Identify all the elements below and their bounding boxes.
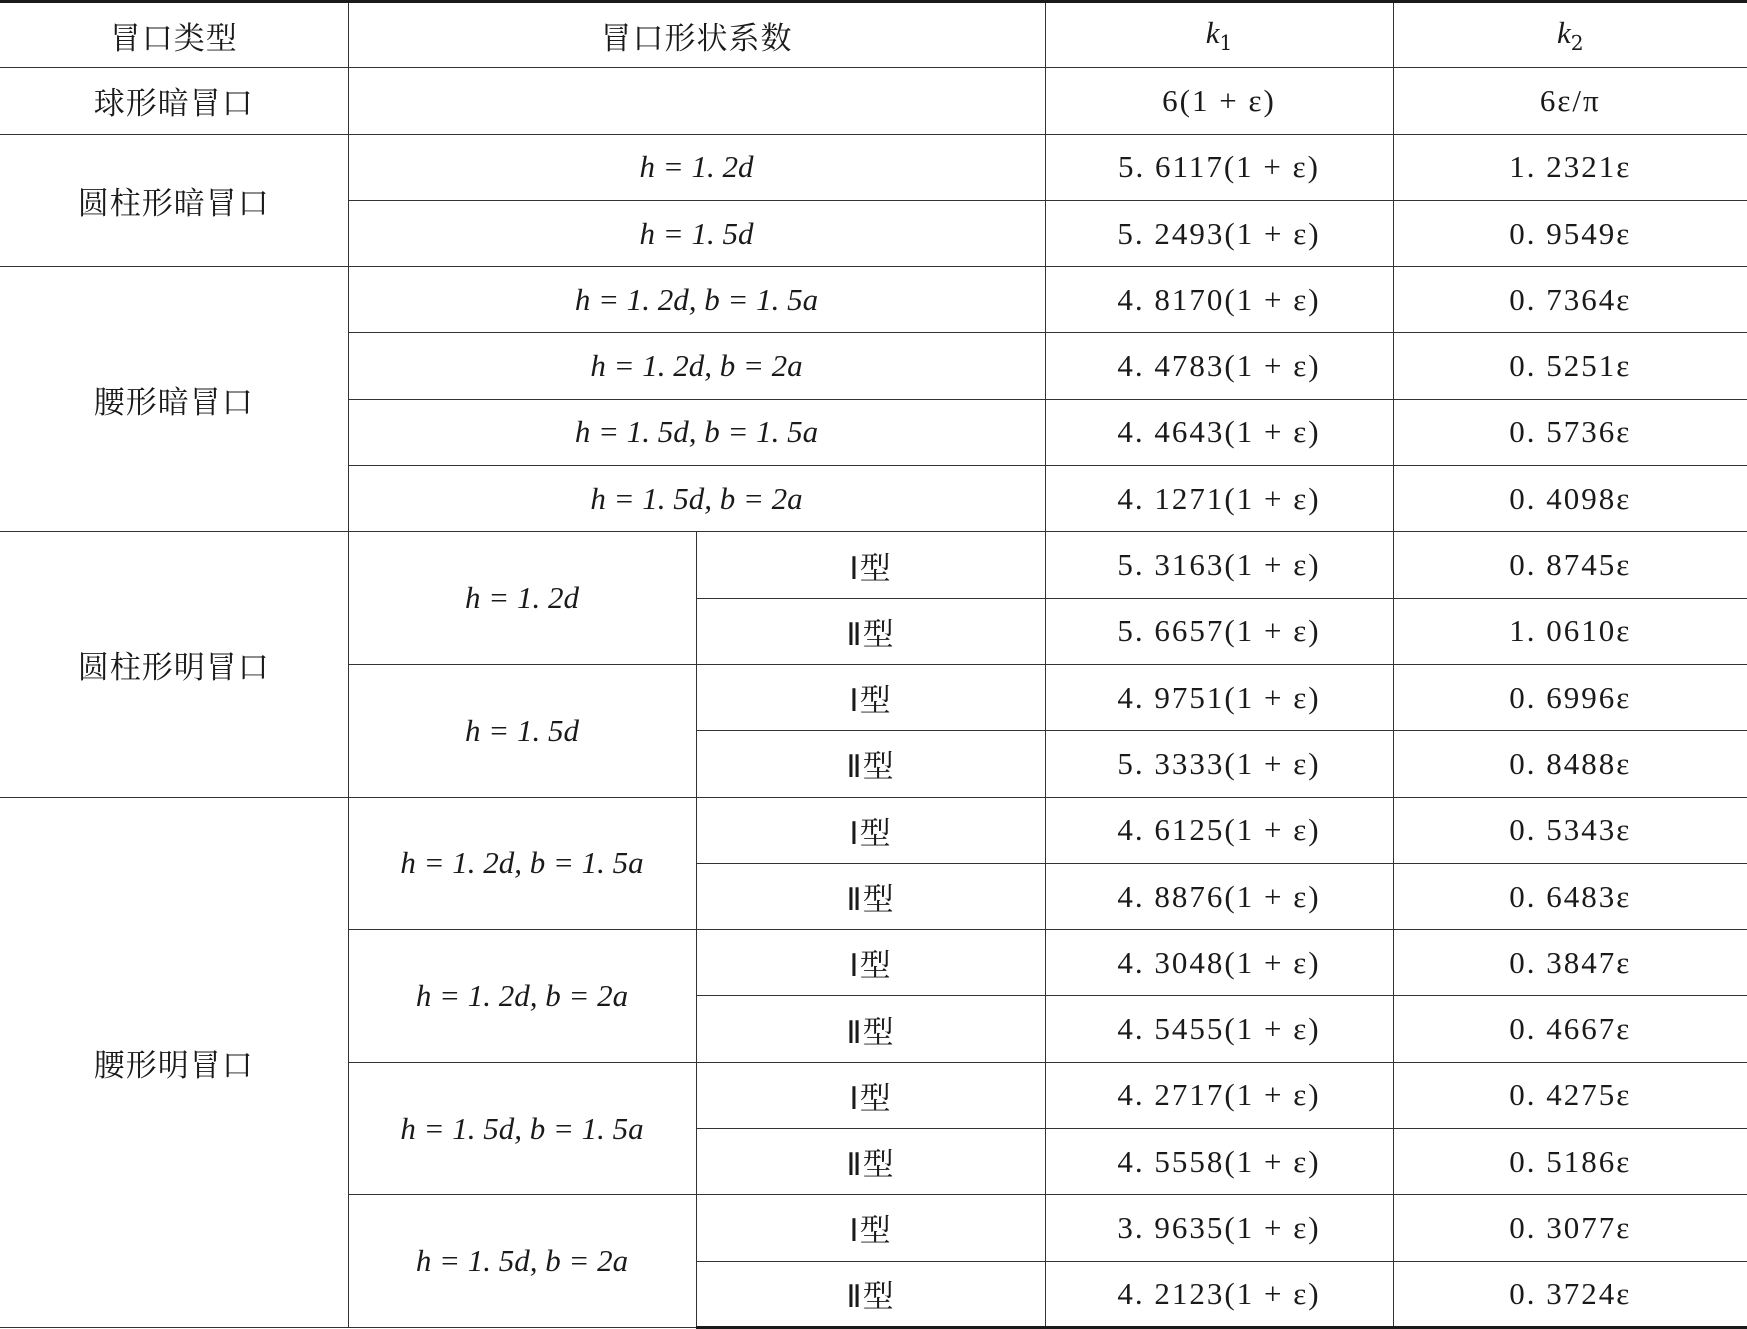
header-shape-coefficient: 冒口形状系数	[348, 2, 1045, 68]
shape-cell: h = 1. 5d, b = 2a	[348, 1195, 696, 1328]
shape-cell: h = 1. 5d	[348, 664, 696, 797]
shape-cell: h = 1. 2d	[348, 134, 1045, 200]
shape-cell	[348, 68, 1045, 134]
shape-cell: h = 1. 2d, b = 1. 5a	[348, 267, 1045, 333]
subtype-cell: Ⅱ型	[696, 598, 1045, 664]
k2-cell: 0. 5251ε	[1393, 333, 1747, 399]
riser-type-cell: 腰形暗冒口	[0, 267, 348, 532]
table-row	[0, 134, 1747, 200]
k1-cell: 5. 3163(1 + ε)	[1045, 532, 1393, 598]
subtype-cell: Ⅱ型	[696, 1261, 1045, 1327]
subtype-cell: Ⅰ型	[696, 1195, 1045, 1261]
k2-cell: 0. 3847ε	[1393, 930, 1747, 996]
subtype-cell: Ⅰ型	[696, 532, 1045, 598]
subtype-cell: Ⅱ型	[696, 996, 1045, 1062]
riser-type-cell: 球形暗冒口	[0, 68, 348, 134]
k2-cell: 0. 5343ε	[1393, 797, 1747, 863]
k1-cell: 4. 5455(1 + ε)	[1045, 996, 1393, 1062]
k1-cell: 4. 8876(1 + ε)	[1045, 863, 1393, 929]
k2-cell: 6ε/π	[1393, 68, 1747, 134]
k2-cell: 1. 2321ε	[1393, 134, 1747, 200]
table-row	[0, 797, 1747, 863]
riser-type-cell: 腰形明冒口	[0, 797, 348, 1327]
header-k2-var: k	[1556, 15, 1571, 51]
subtype-cell: Ⅰ型	[696, 664, 1045, 730]
k1-cell: 5. 2493(1 + ε)	[1045, 200, 1393, 266]
k2-cell: 0. 6483ε	[1393, 863, 1747, 929]
k1-cell: 4. 6125(1 + ε)	[1045, 797, 1393, 863]
k1-cell: 4. 5558(1 + ε)	[1045, 1129, 1393, 1195]
header-k1-var: k	[1205, 15, 1220, 51]
shape-cell: h = 1. 2d, b = 2a	[348, 333, 1045, 399]
header-k1	[1045, 2, 1393, 68]
k1-cell: 5. 6117(1 + ε)	[1045, 134, 1393, 200]
subtype-cell: Ⅱ型	[696, 731, 1045, 797]
subtype-cell: Ⅱ型	[696, 1129, 1045, 1195]
k2-cell: 0. 4098ε	[1393, 466, 1747, 532]
table-row	[0, 267, 1747, 333]
k1-cell: 5. 6657(1 + ε)	[1045, 598, 1393, 664]
shape-cell: h = 1. 5d	[348, 200, 1045, 266]
shape-cell: h = 1. 5d, b = 1. 5a	[348, 399, 1045, 465]
k1-cell: 6(1 + ε)	[1045, 68, 1393, 134]
k1-cell: 5. 3333(1 + ε)	[1045, 731, 1393, 797]
k2-cell: 0. 7364ε	[1393, 267, 1747, 333]
k2-cell: 0. 3077ε	[1393, 1195, 1747, 1261]
riser-type-cell: 圆柱形暗冒口	[0, 134, 348, 267]
k1-cell: 4. 3048(1 + ε)	[1045, 930, 1393, 996]
k2-cell: 0. 5186ε	[1393, 1129, 1747, 1195]
k2-cell: 0. 4275ε	[1393, 1062, 1747, 1128]
shape-cell: h = 1. 5d, b = 1. 5a	[348, 1062, 696, 1195]
k2-cell: 0. 4667ε	[1393, 996, 1747, 1062]
header-k2	[1393, 2, 1747, 68]
shape-cell: h = 1. 5d, b = 2a	[348, 466, 1045, 532]
header-riser-type: 冒口类型	[0, 2, 348, 68]
table-row	[0, 532, 1747, 598]
k2-cell: 0. 9549ε	[1393, 200, 1747, 266]
subtype-cell: Ⅰ型	[696, 1062, 1045, 1128]
k1-cell: 4. 9751(1 + ε)	[1045, 664, 1393, 730]
subtype-cell: Ⅰ型	[696, 797, 1045, 863]
shape-cell: h = 1. 2d	[348, 532, 696, 665]
subtype-cell: Ⅰ型	[696, 930, 1045, 996]
k1-cell: 4. 2123(1 + ε)	[1045, 1261, 1393, 1327]
k1-cell: 4. 1271(1 + ε)	[1045, 466, 1393, 532]
table-row	[0, 68, 1747, 134]
riser-type-cell: 圆柱形明冒口	[0, 532, 348, 797]
table-header-row	[0, 2, 1747, 68]
k2-cell: 0. 6996ε	[1393, 664, 1747, 730]
k2-cell: 0. 8488ε	[1393, 731, 1747, 797]
k2-cell: 0. 3724ε	[1393, 1261, 1747, 1327]
shape-cell: h = 1. 2d, b = 2a	[348, 930, 696, 1063]
header-k2-sub: 2	[1570, 31, 1584, 56]
header-k1-sub: 1	[1219, 31, 1233, 56]
k1-cell: 4. 2717(1 + ε)	[1045, 1062, 1393, 1128]
subtype-cell: Ⅱ型	[696, 863, 1045, 929]
k1-cell: 4. 4783(1 + ε)	[1045, 333, 1393, 399]
k1-cell: 4. 4643(1 + ε)	[1045, 399, 1393, 465]
shape-cell: h = 1. 2d, b = 1. 5a	[348, 797, 696, 930]
k2-cell: 1. 0610ε	[1393, 598, 1747, 664]
k1-cell: 3. 9635(1 + ε)	[1045, 1195, 1393, 1261]
k1-cell: 4. 8170(1 + ε)	[1045, 267, 1393, 333]
k2-cell: 0. 5736ε	[1393, 399, 1747, 465]
k2-cell: 0. 8745ε	[1393, 532, 1747, 598]
